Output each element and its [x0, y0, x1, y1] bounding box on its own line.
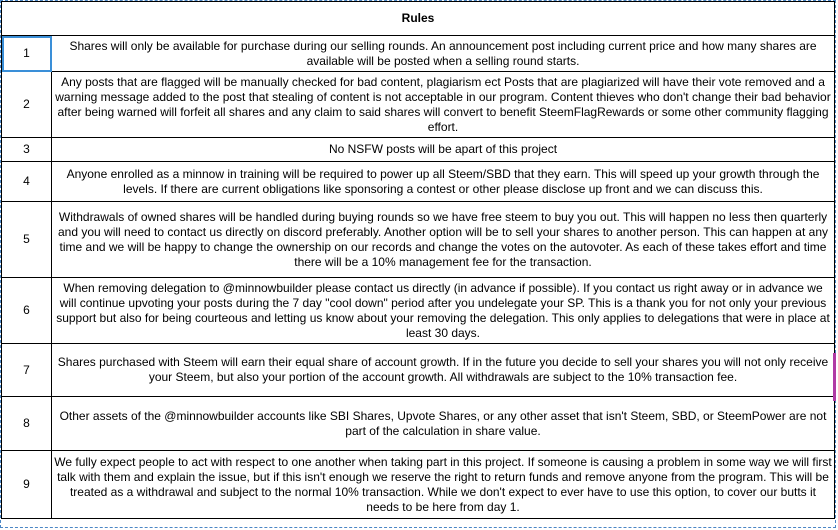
rule-number-cell[interactable]: 6: [2, 278, 52, 344]
rule-number-cell[interactable]: 1: [2, 36, 52, 72]
table-row: [2, 344, 835, 397]
table-row: [2, 278, 835, 344]
rule-number-cell[interactable]: 2: [2, 72, 52, 138]
rules-title-cell[interactable]: Rules: [2, 2, 835, 36]
rule-text-cell[interactable]: Anyone enrolled as a minnow in training will be required to power up all Steem/SBD that they earn. This will speed up your growth through the levels. If there are current obligations like sponsoring a contest or other please disclose up front and we can discuss this.: [52, 162, 835, 202]
rule-text-cell[interactable]: Other assets of the @minnowbuilder accounts like SBI Shares, Upvote Shares, or any other asset that isn't Steem, SBD, or SteemPower are not part of the calculation in share value.: [52, 397, 835, 451]
table-row: [2, 397, 835, 451]
rules-table: [1, 1, 835, 519]
rule-text-cell[interactable]: Shares will only be available for purchase during our selling rounds. An announcement post including current price and how many shares are available will be posted when a selling round starts.: [52, 36, 835, 72]
rule-number-cell[interactable]: 9: [2, 451, 52, 519]
selection-dash-bottom: [0, 527, 836, 528]
title-row: [2, 2, 835, 36]
rule-text-cell[interactable]: When removing delegation to @minnowbuilder please contact us directly (in advance if possible). If you contact us right away or in advance we will continue upvoting your posts during the 7 day "cool down" period after you undelegate your SP. This is a thank you for not only your previous support but also for being courteous and letting us know about your removing the delegation. This only applies to delegations that were in place at least 30 days.: [52, 278, 835, 344]
rule-text-cell[interactable]: Shares purchased with Steem will earn their equal share of account growth. If in the future you decide to sell your shares you will not only receive your Steem, but also your portion of the account growth. All withdrawals are subject to the 10% transaction fee.: [52, 344, 835, 397]
table-row: [2, 162, 835, 202]
selection-dash-right: [835, 0, 836, 528]
rule-text-cell[interactable]: Withdrawals of owned shares will be handled during buying rounds so we have free steem to buy you out. This will happen no less then quarterly and you will need to contact us directly on discord preferably. Another option will be to sell your shares to another person. This can happen at any time and we will be happy to change the ownership on our records and change the votes on the autovoter. As each of these takes effort and time there will be a 10% management fee for the transaction.: [52, 202, 835, 278]
rule-number-cell[interactable]: 4: [2, 162, 52, 202]
rule-number-cell[interactable]: 3: [2, 138, 52, 162]
table-row: [2, 202, 835, 278]
rule-text-cell[interactable]: No NSFW posts will be apart of this project: [52, 138, 835, 162]
table-row: [2, 72, 835, 138]
rule-number-cell[interactable]: 5: [2, 202, 52, 278]
rule-number-cell[interactable]: 8: [2, 397, 52, 451]
table-row: [2, 36, 835, 72]
table-row: [2, 451, 835, 519]
rule-text-cell[interactable]: Any posts that are flagged will be manually checked for bad content, plagiarism ect Posts that are plagiarized will have their vote removed and a warning message added to the post that stealing of content is not acceptable in our program. Content thieves who don't change their bad behavior after being warned will forfeit all shares and any claim to said shares will convert to benefit SteemFlagRewards or some other community flagging effort.: [52, 72, 835, 138]
rule-number-cell[interactable]: 7: [2, 344, 52, 397]
rule-text-cell[interactable]: We fully expect people to act with respect to one another when taking part in this project. If someone is causing a problem in some way we will first talk with them and explain the issue, but if this isn't enough we reserve the right to return funds and remove anyone from the program. This will be treated as a withdrawal and subject to the normal 10% transaction. While we don't expect to ever have to use this option, to cover our butts it needs to be here from day 1.: [52, 451, 835, 519]
table-row: [2, 138, 835, 162]
edge-marker: [833, 353, 836, 401]
